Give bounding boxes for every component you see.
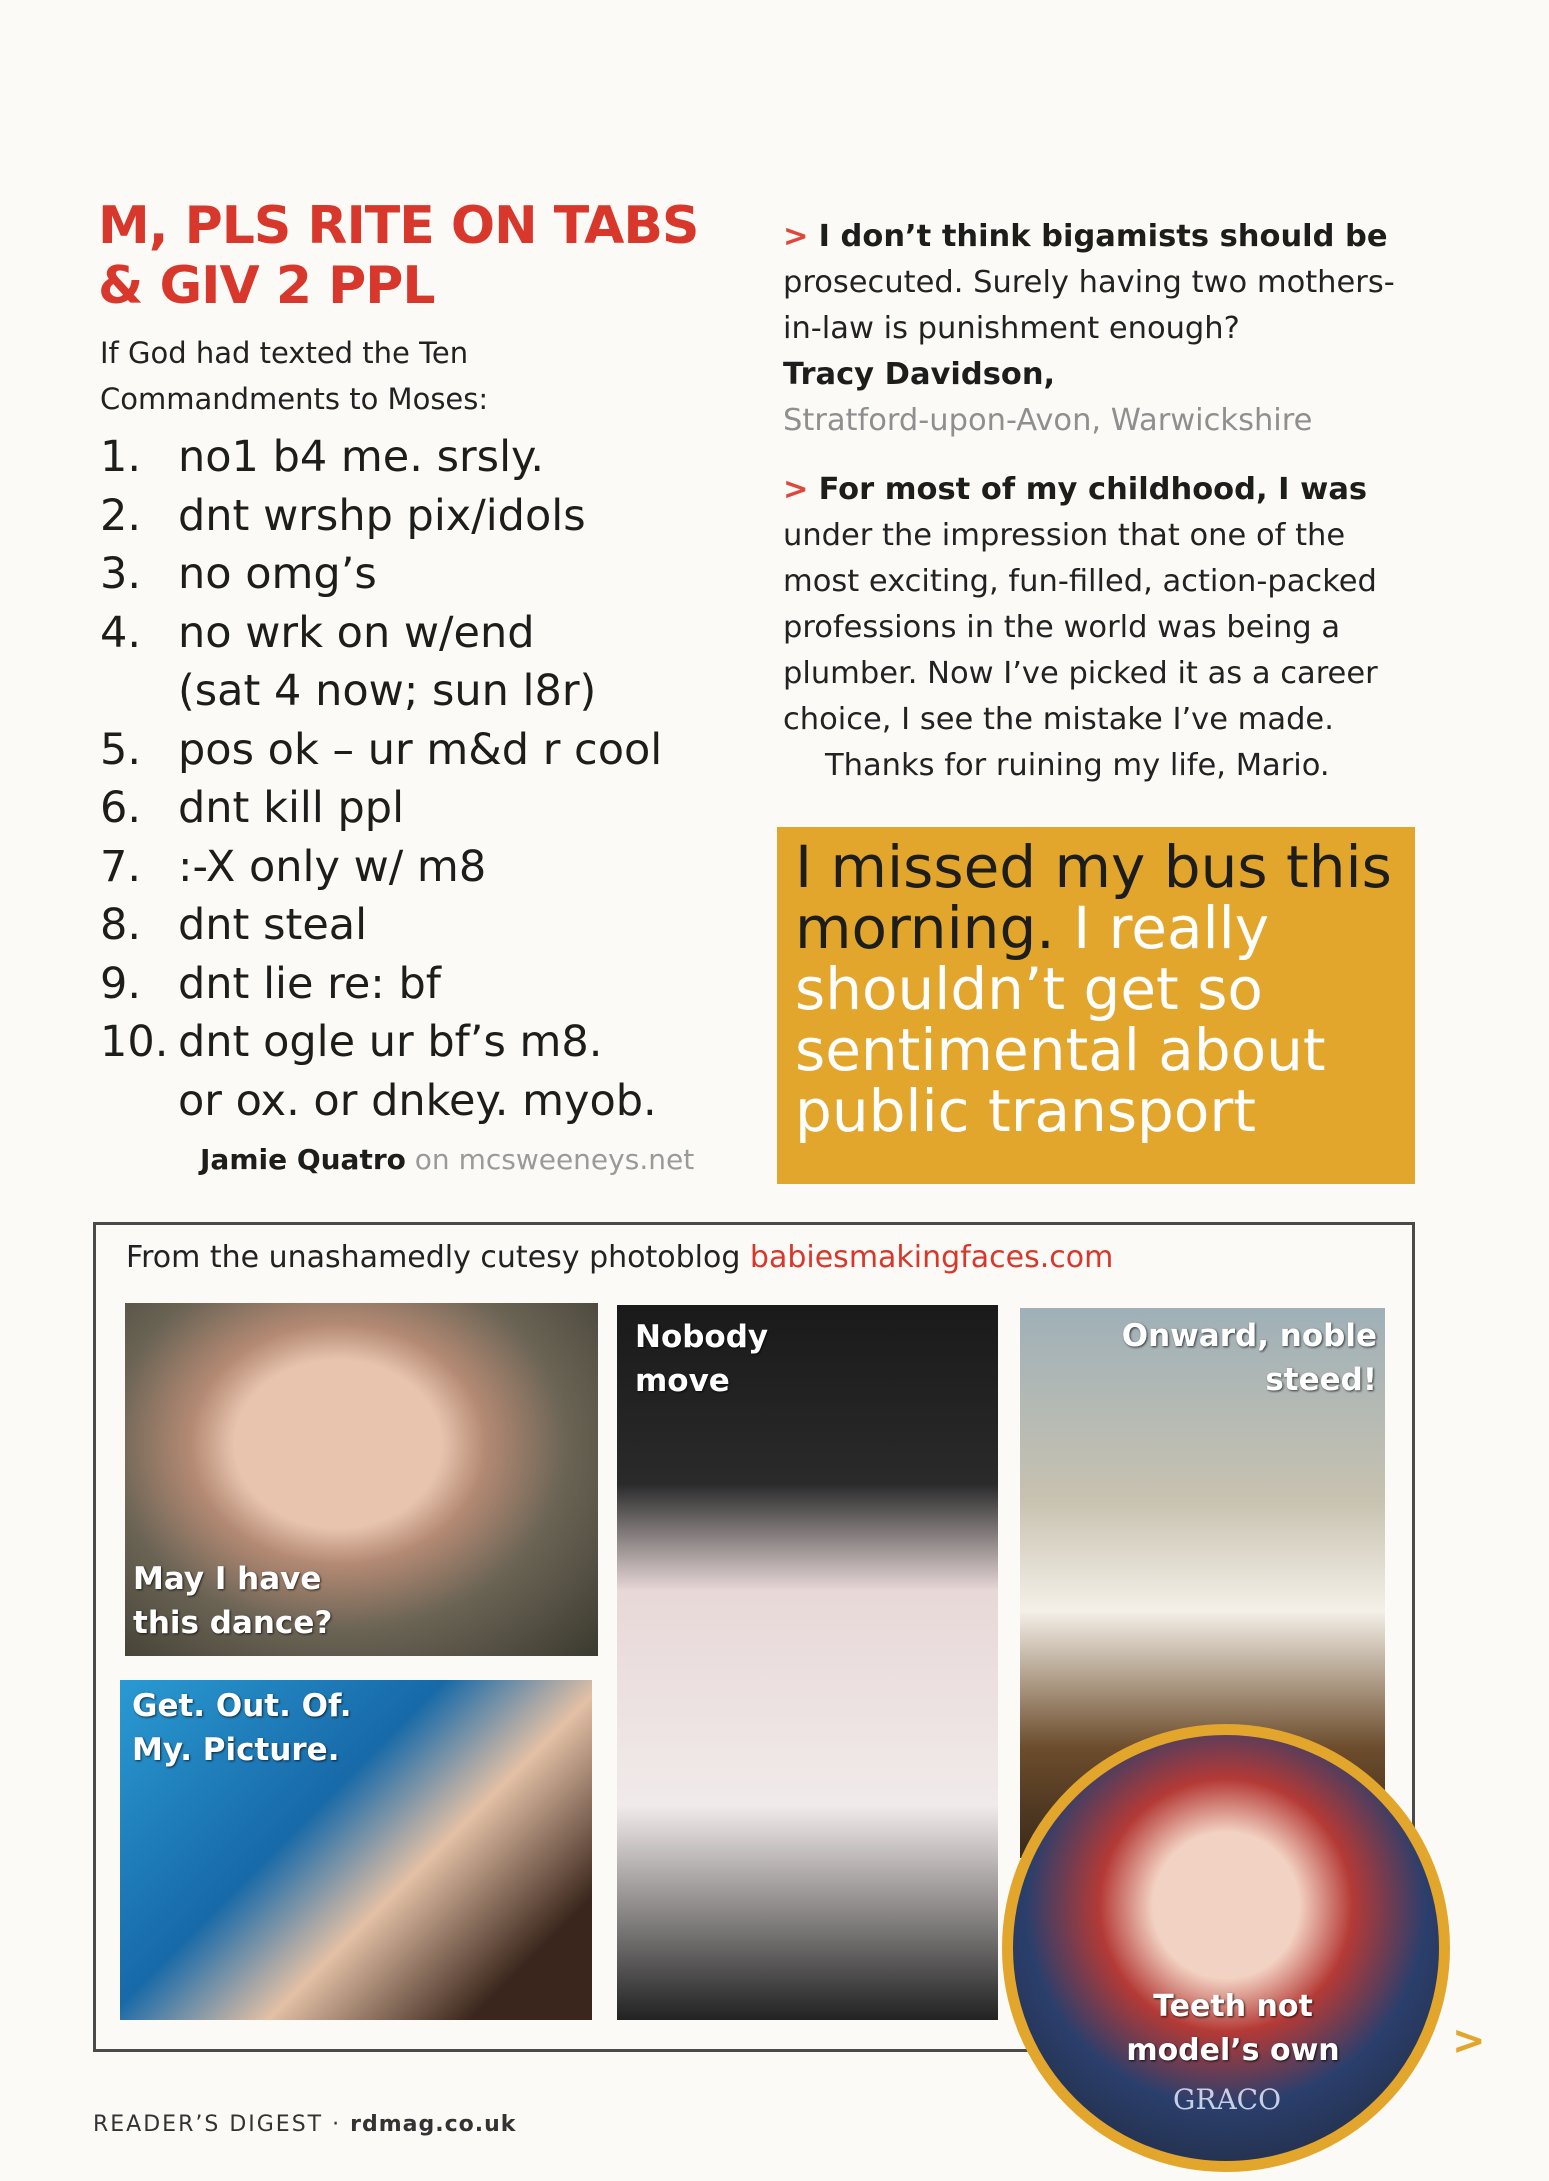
joke-body: under the impression that one of the most exciting, fun-filled, action-packed professions in the world was being a plumber. Now I’ve picked it as a career choice, I see the mistake I’ve made. [783, 518, 1378, 737]
commandment-text: pos ok – ur m&d r cool [178, 724, 663, 775]
arrow-icon: > [783, 472, 809, 507]
commandment-item [100, 955, 740, 1014]
commandment-number: 5. [100, 724, 142, 775]
callout-dark-text: I missed my bus this morning. [795, 833, 1392, 962]
joke-lead: For most of my childhood, I was [818, 472, 1368, 507]
article-intro: If God had texted the Ten Commandments to Moses: [100, 336, 489, 416]
article-credit [200, 1143, 694, 1176]
commandment-item [100, 604, 740, 721]
commandment-text: dnt ogle ur bf’s m8. or ox. or dnkey. myob. [178, 1017, 657, 1126]
commandment-item [100, 779, 740, 838]
commandment-number: 3. [100, 549, 142, 599]
photoblog-url: babiesmakingfaces.com [749, 1240, 1114, 1275]
credit-name: Jamie Quatro [200, 1143, 406, 1176]
callout-light-text: I really shouldn’t get so sentimental about public transport [795, 894, 1326, 1145]
photo-caption-picture: Get. Out. Of. My. Picture. [132, 1688, 352, 1768]
photo-caption-nobody-move: Nobody move [635, 1319, 769, 1399]
joke-body: prosecuted. Surely having two mothers-in-law is punishment enough? [783, 265, 1395, 346]
commandment-number: 1. [100, 432, 142, 482]
photo-section-caption [126, 1240, 1113, 1275]
joke-ending: Thanks for ruining my life, Mario. [825, 748, 1330, 783]
commandment-number: 10. [100, 1017, 169, 1067]
commandment-item [100, 487, 740, 546]
title-line-1: M, PLS RITE ON TABS [98, 196, 699, 256]
commandment-item [100, 428, 740, 487]
footer-separator: · [332, 2112, 342, 2137]
commandment-text: no wrk on w/end (sat 4 now; sun l8r) [178, 607, 597, 716]
car-seat-brand: GRACO [1173, 2083, 1282, 2116]
joke-place: Stratford-upon-Avon, Warwickshire [783, 403, 1313, 438]
commandment-item [100, 545, 740, 604]
baby-photo-teeth-circle [1002, 1724, 1450, 2172]
photo-intro: From the unashamedly cutesy photoblog [126, 1240, 741, 1275]
commandment-item [100, 838, 740, 897]
commandment-item [100, 1013, 740, 1130]
commandment-text: no1 b4 me. srsly. [178, 432, 545, 482]
callout-box [777, 827, 1415, 1184]
photo-caption-teeth: Teeth not model’s own [1126, 1989, 1340, 2068]
baby-photo-nobody-move [617, 1305, 998, 2020]
title-line-2: & GIV 2 PPL [98, 256, 435, 316]
joke-lead: I don’t think bigamists should be [818, 219, 1388, 254]
commandment-number: 6. [100, 783, 142, 833]
baby-photo-dance [125, 1303, 598, 1656]
baby-photo-picture [120, 1680, 592, 2020]
commandment-number: 2. [100, 490, 142, 541]
commandment-list [100, 428, 740, 1130]
commandment-number: 7. [100, 841, 142, 892]
commandment-text: dnt wrshp pix/idols [178, 490, 586, 541]
next-page-arrow-icon: > [1452, 2018, 1486, 2064]
commandment-text: dnt lie re: bf [178, 958, 441, 1009]
arrow-icon: > [783, 219, 809, 254]
article-title [98, 196, 738, 316]
footer-magazine: READER’S DIGEST [93, 2112, 324, 2137]
commandment-text: no omg’s [178, 549, 377, 599]
commandment-item [100, 896, 740, 955]
photo-caption-dance: May I have this dance? [133, 1561, 333, 1641]
commandment-text: dnt kill ppl [178, 783, 405, 833]
commandment-number: 9. [100, 958, 142, 1009]
joke-bigamists [783, 214, 1403, 444]
joke-plumber [783, 467, 1403, 789]
commandment-number: 4. [100, 607, 142, 658]
commandment-text: dnt steal [178, 900, 368, 950]
commandment-number: 8. [100, 900, 142, 950]
joke-author: Tracy Davidson, [783, 357, 1056, 392]
credit-source: on mcsweeneys.net [414, 1143, 695, 1176]
commandment-item [100, 721, 740, 780]
photo-caption-steed: Onward, noble steed! [1121, 1318, 1377, 1398]
commandment-text: :-X only w/ m8 [178, 841, 487, 892]
footer-site: rdmag.co.uk [350, 2112, 517, 2137]
page-footer [93, 2112, 516, 2137]
